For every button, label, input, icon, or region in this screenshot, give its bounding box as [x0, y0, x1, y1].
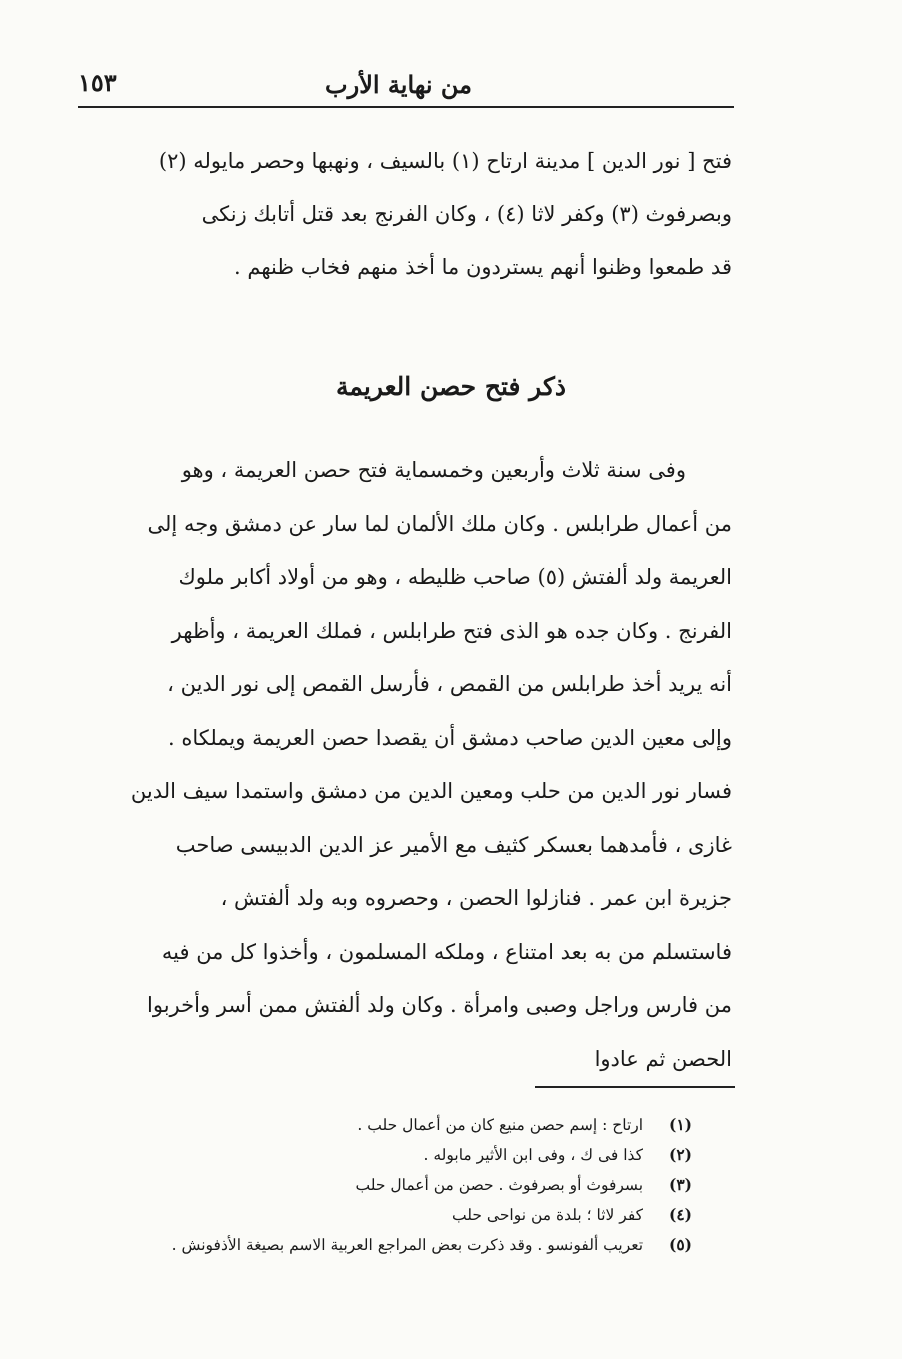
section-heading: ذكر فتح حصن العريمة — [336, 372, 566, 401]
text-line: من أعمال طرابلس . وكان ملك الألمان لما سار عن دمشق وجه إلى — [147, 511, 732, 536]
footnote-text: بسرفوث أو بصرفوث . حصن من أعمال حلب — [355, 1176, 644, 1194]
footnote-text: كفر لاثا ؛ بلدة من نواحى حلب — [452, 1206, 644, 1224]
text-line: قد طمعوا وظنوا أنهم يستردون ما أخذ منهم فخاب ظنهم . — [234, 255, 732, 279]
text-line: فاستسلم من به بعد امتناع ، وملكه المسلمون ، وأخذوا كل من فيه — [161, 939, 732, 964]
footnote-rule — [535, 1086, 735, 1088]
footnote-number: (١) — [668, 1115, 692, 1134]
running-header — [78, 66, 734, 110]
text-line: وفى سنة ثلاث وأربعين وخمسماية فتح حصن العريمة ، وهو — [181, 458, 686, 482]
page-number: ١٥٣ — [78, 68, 117, 97]
footnote-number: (٣) — [668, 1175, 692, 1194]
text-line: وإلى معين الدين صاحب دمشق أن يقصدا حصن العريمة ويملكاه . — [167, 725, 732, 750]
footnote — [140, 1140, 692, 1170]
footnote-text: تعريب ألفونسو . وقد ذكرت بعض المراجع العربية الاسم بصيغة الأذفونش . — [171, 1236, 644, 1254]
text-line: أنه يريد أخذ طرابلس من القمص ، فأرسل القمص إلى نور الدين ، — [167, 672, 732, 696]
text-line: فتح [ نور الدين ] مدينة ارتاح (١) بالسيف ، ونهبها وحصر مايوله (٢) — [158, 149, 732, 173]
footnote-text: ارتاح : إسم حصن منيع كان من أعمال حلب . — [357, 1116, 644, 1134]
text-line: وبصرفوث (٣) وكفر لاثا (٤) ، وكان الفرنج بعد قتل أتابك زنكى — [201, 202, 732, 226]
footnote-number: (٢) — [668, 1145, 692, 1164]
text-line: من فارس وراجل وصبى وامرأة . وكان ولد ألفتش ممن أسر وأخربوا — [147, 993, 732, 1017]
footnote — [140, 1230, 692, 1260]
text-line: فسار نور الدين من حلب ومعين الدين من دمشق واستمدا سيف الدين — [130, 779, 732, 803]
text-line: الفرنج . وكان جده هو الذى فتح طرابلس ، فملك العريمة ، وأظهر — [171, 618, 732, 643]
header-rule — [78, 106, 734, 108]
footnote-text: كذا فى ك ، وفى ابن الأثير مابوله . — [423, 1146, 644, 1164]
intro-paragraph — [80, 135, 732, 294]
running-title: من نهاية الأرب — [325, 70, 472, 99]
footnote — [140, 1170, 692, 1200]
text-line: غازى ، فأمدهما بعسكر كثيف مع الأمير عز الدين الدبيسى صاحب — [175, 832, 732, 857]
footnote — [140, 1200, 692, 1230]
footnote-number: (٥) — [668, 1235, 692, 1254]
text-line: جزيرة ابن عمر . فنازلوا الحصن ، وحصروه وبه ولد ألفتش ، — [220, 886, 732, 910]
footnote-number: (٤) — [668, 1205, 692, 1224]
footnotes — [140, 1110, 692, 1260]
text-line: العريمة ولد ألفتش (٥) صاحب ظليطه ، وهو من أولاد أكابر ملوك — [178, 565, 732, 589]
footnote — [140, 1110, 692, 1140]
section-body — [80, 444, 732, 1086]
text-line: الحصن ثم عادوا — [594, 1046, 732, 1071]
